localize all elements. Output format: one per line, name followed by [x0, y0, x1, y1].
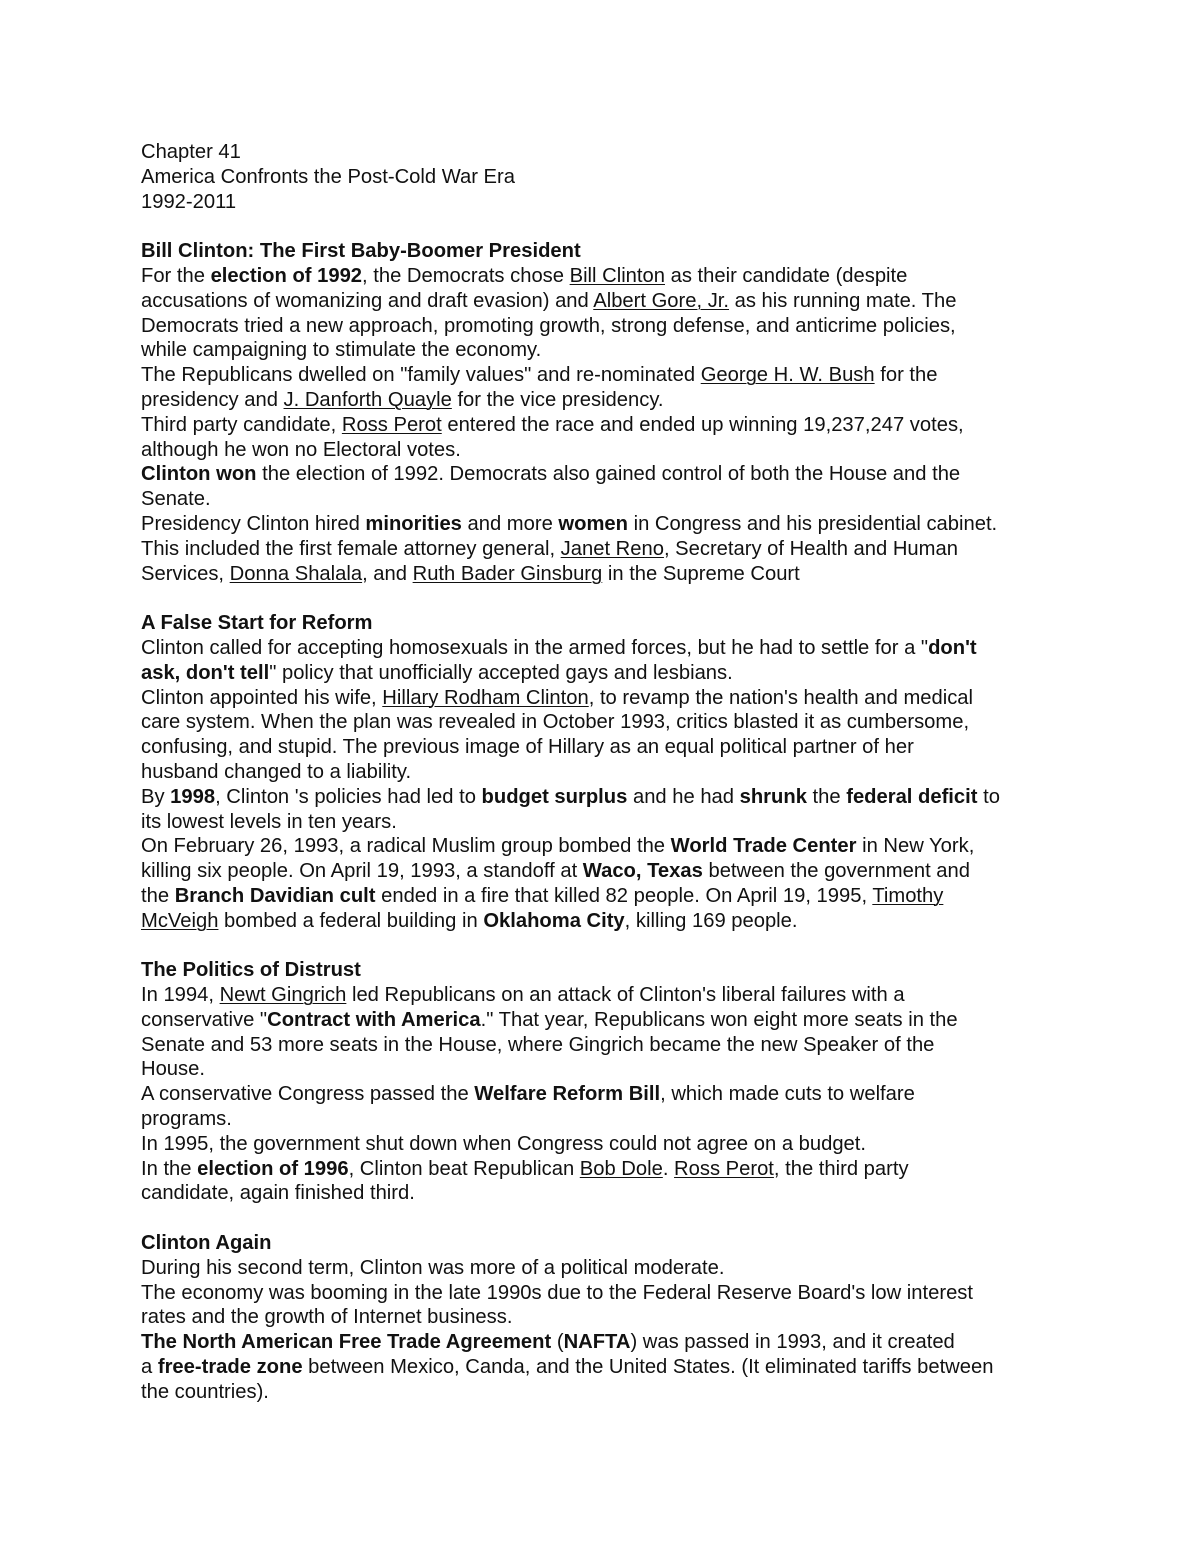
text-line [141, 735, 1100, 760]
section [141, 611, 1100, 933]
text-run: the countries). [141, 1380, 269, 1403]
underlined-name: George H. W. Bush [700, 364, 875, 387]
text-line [141, 760, 1100, 785]
text-line [141, 537, 1100, 562]
text-run: a [141, 1356, 158, 1379]
section-spacer [141, 214, 1100, 239]
bold-term: 1998 [170, 785, 216, 808]
text-line [141, 1082, 1100, 1107]
text-run: husband changed to a liability. [141, 760, 412, 783]
underlined-name: Ruth Bader Ginsburg [412, 562, 603, 585]
text-run: the election of 1992. Democrats also gained control of both the House and the [256, 463, 961, 486]
text-line [141, 636, 1100, 661]
text-run: presidency and [141, 388, 284, 411]
text-run: killing six people. On April 19, 1993, a standoff at [141, 860, 583, 883]
chapter-number: Chapter 41 [141, 141, 241, 163]
bold-term: election of 1992 [210, 264, 363, 287]
underlined-name: McVeigh [141, 909, 219, 932]
bold-term: federal deficit [846, 785, 978, 808]
text-line [141, 1305, 1100, 1330]
text-run: as their candidate (despite [664, 264, 908, 287]
underlined-name: Donna Shalala [229, 562, 363, 585]
text-run: The Republicans dwelled on "family values" and re-nominated [141, 364, 701, 387]
underlined-name: Ross Perot [341, 413, 442, 436]
text-line [141, 1256, 1100, 1281]
text-line [141, 661, 1100, 686]
text-run: bombed a federal building in [218, 909, 484, 932]
chapter-title: America Confronts the Post-Cold War Era [141, 165, 515, 188]
text-run: ) was passed in 1993, and it created [630, 1331, 955, 1354]
text-line [141, 1181, 1100, 1206]
section-heading: Bill Clinton: The First Baby-Boomer President [141, 240, 581, 263]
text-line [141, 314, 1100, 339]
text-run: In 1994, [141, 984, 220, 1007]
bold-term: don't [928, 636, 977, 659]
text-line [141, 264, 1100, 289]
text-run: ." That year, Republicans won eight more seats in the [480, 1008, 958, 1031]
underlined-name: Bill Clinton [569, 264, 665, 287]
text-run: candidate, again finished third. [141, 1182, 415, 1205]
text-line [141, 1107, 1100, 1132]
text-run: , Clinton 's policies had led to [215, 785, 482, 808]
text-run: the [806, 785, 847, 808]
text-run: , Secretary of Health and Human [663, 537, 958, 560]
text-line [141, 1033, 1100, 1058]
section-spacer [141, 586, 1100, 611]
underlined-name: J. Danforth Quayle [283, 388, 452, 411]
section-spacer [141, 1206, 1100, 1231]
underlined-name: Newt Gingrich [219, 984, 347, 1007]
bold-term: Contract with America [267, 1008, 481, 1031]
text-run: the [141, 884, 175, 907]
text-run: Presidency Clinton hired [141, 512, 366, 535]
text-line [141, 983, 1100, 1008]
text-run: led Republicans on an attack of Clinton's liberal failures with a [346, 984, 905, 1007]
text-run: , killing 169 people. [624, 909, 798, 932]
text-run: and more [461, 512, 559, 535]
bold-term: Clinton won [141, 463, 257, 486]
bold-term: women [558, 512, 628, 535]
text-line [141, 462, 1100, 487]
text-run: In 1995, the government shut down when Congress could not agree on a budget. [141, 1132, 867, 1155]
text-run: for the [874, 364, 938, 387]
underlined-name: Albert Gore, Jr. [593, 289, 730, 312]
text-run: Democrats tried a new approach, promoting growth, strong defense, and anticrime policies, [141, 314, 956, 337]
text-run: entered the race and ended up winning 19,237,247 votes, [441, 413, 964, 436]
bold-term: election of 1996 [197, 1157, 349, 1180]
text-run: By [141, 785, 171, 808]
text-run: Clinton called for accepting homosexuals in the armed forces, but he had to settle for a " [141, 636, 929, 659]
section [141, 958, 1100, 1206]
text-run: , the Democrats chose [362, 264, 570, 287]
text-run: programs. [141, 1108, 232, 1131]
text-line [141, 859, 1100, 884]
text-run: in the Supreme Court [602, 562, 800, 585]
text-line [141, 909, 1100, 934]
text-run: between Mexico, Canda, and the United States. (It eliminated tariffs between [302, 1356, 994, 1379]
section [141, 239, 1100, 586]
text-run: This included the first female attorney general, [141, 537, 561, 560]
text-line [141, 1057, 1100, 1082]
underlined-name: Bob Dole [579, 1157, 663, 1180]
text-run: ( [551, 1331, 564, 1354]
text-run: House. [141, 1058, 205, 1081]
text-run: in Congress and his presidential cabinet. [627, 512, 998, 535]
document-body [141, 214, 1100, 1404]
chapter-years: 1992-2011 [141, 190, 237, 213]
text-run: confusing, and stupid. The previous image of Hillary as an equal political partner of her [141, 736, 914, 759]
text-line [141, 512, 1100, 537]
text-line [141, 289, 1100, 314]
text-run: In the [141, 1157, 198, 1180]
text-run: . [662, 1157, 675, 1180]
text-line [141, 1008, 1100, 1033]
text-line [141, 1132, 1100, 1157]
section [141, 1231, 1100, 1405]
text-line [141, 388, 1100, 413]
text-line [141, 710, 1100, 735]
text-run: " policy that unofficially accepted gays and lesbians. [269, 661, 733, 684]
text-line [141, 1157, 1100, 1182]
text-line [141, 1380, 1100, 1405]
text-run: During his second term, Clinton was more of a political moderate. [141, 1256, 725, 1279]
text-run: , which made cuts to welfare [660, 1083, 915, 1106]
underlined-name: Ross Perot [674, 1157, 774, 1180]
bold-term: free-trade zone [157, 1356, 303, 1379]
underlined-name: Timothy [872, 884, 944, 907]
text-run: its lowest levels in ten years. [141, 810, 397, 833]
text-run: for the vice presidency. [451, 388, 664, 411]
text-line [141, 810, 1100, 835]
text-line [141, 834, 1100, 859]
text-run: ended in a fire that killed 82 people. On April 19, 1995, [375, 884, 873, 907]
text-run: , to revamp the nation's health and medical [588, 686, 974, 709]
text-line [141, 562, 1100, 587]
text-run: rates and the growth of Internet business. [141, 1306, 513, 1329]
text-run: between the government and [702, 860, 970, 883]
text-line [141, 438, 1100, 463]
text-run: and he had [627, 785, 740, 808]
text-line [141, 686, 1100, 711]
section-heading: The Politics of Distrust [141, 959, 361, 982]
text-run: Senate and 53 more seats in the House, where Gingrich became the new Speaker of the [141, 1033, 935, 1056]
bold-term: ask, don't tell [141, 661, 270, 684]
text-run: , Clinton beat Republican [348, 1157, 580, 1180]
text-line [141, 1355, 1100, 1380]
text-run: conservative " [141, 1008, 268, 1031]
text-line [141, 363, 1100, 388]
text-line [141, 338, 1100, 363]
text-run: The economy was booming in the late 1990s due to the Federal Reserve Board's low interest [141, 1281, 974, 1304]
text-line [141, 1281, 1100, 1306]
section-heading: Clinton Again [141, 1232, 272, 1255]
bold-term: minorities [365, 512, 462, 535]
text-line [141, 884, 1100, 909]
text-run: Senate. [141, 488, 211, 511]
bold-term: budget surplus [481, 785, 628, 808]
text-line [141, 487, 1100, 512]
text-run: accusations of womanizing and draft evasion) and [141, 289, 594, 312]
text-run: while campaigning to stimulate the economy. [141, 339, 542, 362]
text-run: Third party candidate, [141, 413, 342, 436]
bold-term: World Trade Center [670, 835, 857, 858]
section-heading: A False Start for Reform [141, 612, 373, 635]
text-run: care system. When the plan was revealed in October 1993, critics blasted it as cumbersome, [141, 711, 970, 734]
text-line [141, 785, 1100, 810]
text-run: , and [362, 562, 413, 585]
bold-term: Welfare Reform Bill [474, 1083, 661, 1106]
text-run: On February 26, 1993, a radical Muslim group bombed the [141, 835, 671, 858]
underlined-name: Janet Reno [560, 537, 664, 560]
bold-term: NAFTA [563, 1331, 631, 1354]
bold-term: Branch Davidian cult [174, 884, 376, 907]
text-run: Services, [141, 562, 230, 585]
text-line [141, 1330, 1100, 1355]
text-run: For the [141, 264, 211, 287]
text-run: Clinton appointed his wife, [141, 686, 383, 709]
bold-term: Oklahoma City [483, 909, 625, 932]
underlined-name: Hillary Rodham Clinton [382, 686, 589, 709]
text-run: , the third party [773, 1157, 909, 1180]
text-line [141, 413, 1100, 438]
bold-term: Waco, Texas [582, 860, 703, 883]
bold-term: shrunk [739, 785, 807, 808]
text-run: in New York, [856, 835, 975, 858]
section-spacer [141, 934, 1100, 959]
text-run: although he won no Electoral votes. [141, 438, 461, 461]
text-run: as his running mate. The [729, 289, 957, 312]
text-run: A conservative Congress passed the [141, 1083, 475, 1106]
bold-term: The North American Free Trade Agreement [141, 1331, 552, 1354]
text-run: to [977, 785, 1000, 808]
